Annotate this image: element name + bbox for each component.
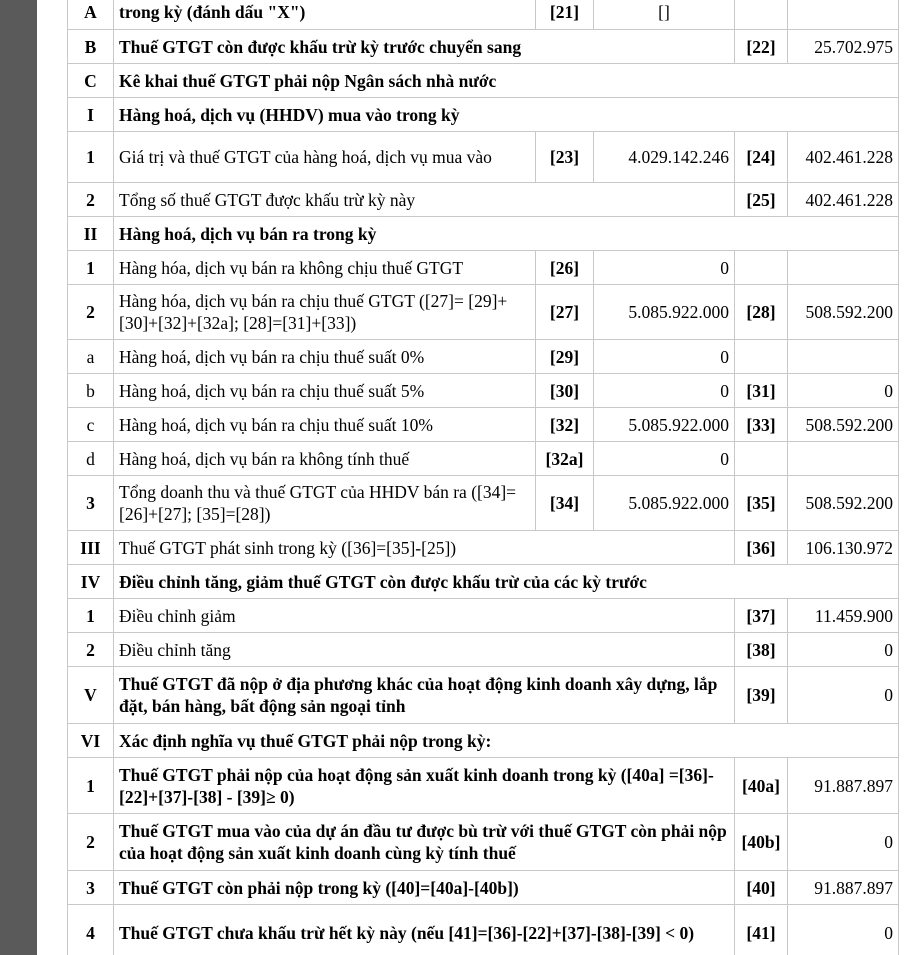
field-value	[788, 442, 899, 476]
row-index: C	[68, 64, 114, 98]
row-index: 2	[68, 183, 114, 217]
row-index: VI	[68, 724, 114, 758]
section-heading: Kê khai thuế GTGT phải nộp Ngân sách nhà nước	[114, 64, 899, 98]
field-value: 0	[788, 905, 899, 955]
table-row	[68, 374, 899, 408]
field-code: [39]	[735, 667, 788, 724]
table-row	[68, 905, 899, 955]
row-index: V	[68, 667, 114, 724]
field-value	[788, 0, 899, 30]
row-index: B	[68, 30, 114, 64]
table-row	[68, 98, 899, 132]
field-value: 508.592.200	[788, 285, 899, 340]
field-code: [22]	[735, 30, 788, 64]
field-code: [32a]	[536, 442, 594, 476]
field-code: [27]	[536, 285, 594, 340]
table-row	[68, 30, 899, 64]
row-description: Tổng số thuế GTGT được khấu trừ kỳ này	[114, 183, 735, 217]
document-page	[37, 0, 920, 955]
row-index: A	[68, 0, 114, 30]
row-index: b	[68, 374, 114, 408]
row-index: 1	[68, 132, 114, 183]
field-code: [33]	[735, 408, 788, 442]
row-description: Hàng hoá, dịch vụ bán ra không tính thuế	[114, 442, 536, 476]
table-row	[68, 599, 899, 633]
field-value: 402.461.228	[788, 132, 899, 183]
vat-declaration-table	[67, 0, 899, 955]
table-row	[68, 724, 899, 758]
row-description: Hàng hóa, dịch vụ bán ra chịu thuế GTGT ([27]= [29]+[30]+[32]+[32a]; [28]=[31]+[33])	[114, 285, 536, 340]
row-index: 2	[68, 814, 114, 871]
row-index: 2	[68, 633, 114, 667]
row-description: Hàng hoá, dịch vụ bán ra chịu thuế suất 5%	[114, 374, 536, 408]
row-index: 3	[68, 871, 114, 905]
row-index: 1	[68, 758, 114, 814]
field-code: [37]	[735, 599, 788, 633]
field-code: [29]	[536, 340, 594, 374]
row-description: Thuế GTGT đã nộp ở địa phương khác của hoạt động kinh doanh xây dựng, lắp đặt, bán hàng, bất động sản ngoại tỉnh	[114, 667, 735, 724]
field-code: [25]	[735, 183, 788, 217]
row-description: Tổng doanh thu và thuế GTGT của HHDV bán ra ([34]=[26]+[27]; [35]=[28])	[114, 476, 536, 531]
row-index: c	[68, 408, 114, 442]
field-code: [21]	[536, 0, 594, 30]
row-description: Thuế GTGT còn phải nộp trong kỳ ([40]=[40a]-[40b])	[114, 871, 735, 905]
field-value: 5.085.922.000	[594, 285, 735, 340]
row-description: Hàng hoá, dịch vụ bán ra chịu thuế suất 0%	[114, 340, 536, 374]
row-index: 1	[68, 599, 114, 633]
table-row	[68, 132, 899, 183]
row-index: III	[68, 531, 114, 565]
table-row	[68, 64, 899, 98]
row-index: 2	[68, 285, 114, 340]
field-code: [23]	[536, 132, 594, 183]
field-code: [32]	[536, 408, 594, 442]
field-code: [40]	[735, 871, 788, 905]
field-code: [24]	[735, 132, 788, 183]
field-value: 0	[594, 442, 735, 476]
row-index: II	[68, 217, 114, 251]
section-heading: Hàng hoá, dịch vụ bán ra trong kỳ	[114, 217, 899, 251]
field-code: [30]	[536, 374, 594, 408]
field-value: 0	[788, 633, 899, 667]
table-row	[68, 633, 899, 667]
field-code: [34]	[536, 476, 594, 531]
row-description: Thuế GTGT phải nộp của hoạt động sản xuất kinh doanh trong kỳ ([40a] =[36]-[22]+[37]-[38] - [39]≥ 0)	[114, 758, 735, 814]
table-row	[68, 667, 899, 724]
row-description: trong kỳ (đánh dấu "X")	[114, 0, 536, 30]
section-heading: Điều chỉnh tăng, giảm thuế GTGT còn được khấu trừ của các kỳ trước	[114, 565, 899, 599]
field-value: 5.085.922.000	[594, 476, 735, 531]
table-row	[68, 565, 899, 599]
table-row	[68, 408, 899, 442]
row-index: d	[68, 442, 114, 476]
field-code: [41]	[735, 905, 788, 955]
field-code	[735, 0, 788, 30]
checkbox-value[interactable]: []	[594, 0, 735, 30]
field-code	[735, 340, 788, 374]
table-row	[68, 476, 899, 531]
row-index: 1	[68, 251, 114, 285]
row-index: IV	[68, 565, 114, 599]
table-row	[68, 814, 899, 871]
table-row	[68, 758, 899, 814]
table-row	[68, 217, 899, 251]
field-value: 402.461.228	[788, 183, 899, 217]
row-description: Thuế GTGT phát sinh trong kỳ ([36]=[35]-[25])	[114, 531, 735, 565]
field-value: 11.459.900	[788, 599, 899, 633]
field-code: [40a]	[735, 758, 788, 814]
table-row	[68, 442, 899, 476]
field-code: [40b]	[735, 814, 788, 871]
field-value	[788, 251, 899, 285]
row-index: a	[68, 340, 114, 374]
row-description: Hàng hóa, dịch vụ bán ra không chịu thuế GTGT	[114, 251, 536, 285]
row-description: Điều chỉnh giảm	[114, 599, 735, 633]
field-value: 4.029.142.246	[594, 132, 735, 183]
field-value: 0	[594, 340, 735, 374]
row-index: 3	[68, 476, 114, 531]
table-row	[68, 531, 899, 565]
field-value: 5.085.922.000	[594, 408, 735, 442]
table-row	[68, 871, 899, 905]
table-row	[68, 251, 899, 285]
row-description: Thuế GTGT chưa khấu trừ hết kỳ này (nếu [41]=[36]-[22]+[37]-[38]-[39] < 0)	[114, 905, 735, 955]
field-code: [31]	[735, 374, 788, 408]
section-heading: Hàng hoá, dịch vụ (HHDV) mua vào trong kỳ	[114, 98, 899, 132]
row-index: I	[68, 98, 114, 132]
field-code	[735, 442, 788, 476]
table-row	[68, 183, 899, 217]
field-value: 0	[788, 667, 899, 724]
field-value: 91.887.897	[788, 758, 899, 814]
section-heading: Xác định nghĩa vụ thuế GTGT phải nộp trong kỳ:	[114, 724, 899, 758]
table-row	[68, 0, 899, 30]
field-code: [26]	[536, 251, 594, 285]
field-code: [28]	[735, 285, 788, 340]
field-value: 0	[594, 374, 735, 408]
field-code: [38]	[735, 633, 788, 667]
field-code	[735, 251, 788, 285]
window-left-gutter	[0, 0, 37, 955]
row-description: Giá trị và thuế GTGT của hàng hoá, dịch vụ mua vào	[114, 132, 536, 183]
field-value: 0	[788, 374, 899, 408]
field-value: 106.130.972	[788, 531, 899, 565]
table-row	[68, 340, 899, 374]
field-value: 0	[788, 814, 899, 871]
row-index: 4	[68, 905, 114, 955]
field-value: 508.592.200	[788, 408, 899, 442]
field-value	[788, 340, 899, 374]
row-description: Thuế GTGT còn được khấu trừ kỳ trước chuyển sang	[114, 30, 735, 64]
field-value: 25.702.975	[788, 30, 899, 64]
field-code: [35]	[735, 476, 788, 531]
table-row	[68, 285, 899, 340]
field-value: 508.592.200	[788, 476, 899, 531]
row-description: Hàng hoá, dịch vụ bán ra chịu thuế suất 10%	[114, 408, 536, 442]
field-value: 91.887.897	[788, 871, 899, 905]
row-description: Điều chỉnh tăng	[114, 633, 735, 667]
field-code: [36]	[735, 531, 788, 565]
field-value: 0	[594, 251, 735, 285]
row-description: Thuế GTGT mua vào của dự án đầu tư được bù trừ với thuế GTGT còn phải nộp của hoạt động sản xuất kinh doanh cùng kỳ tính thuế	[114, 814, 735, 871]
